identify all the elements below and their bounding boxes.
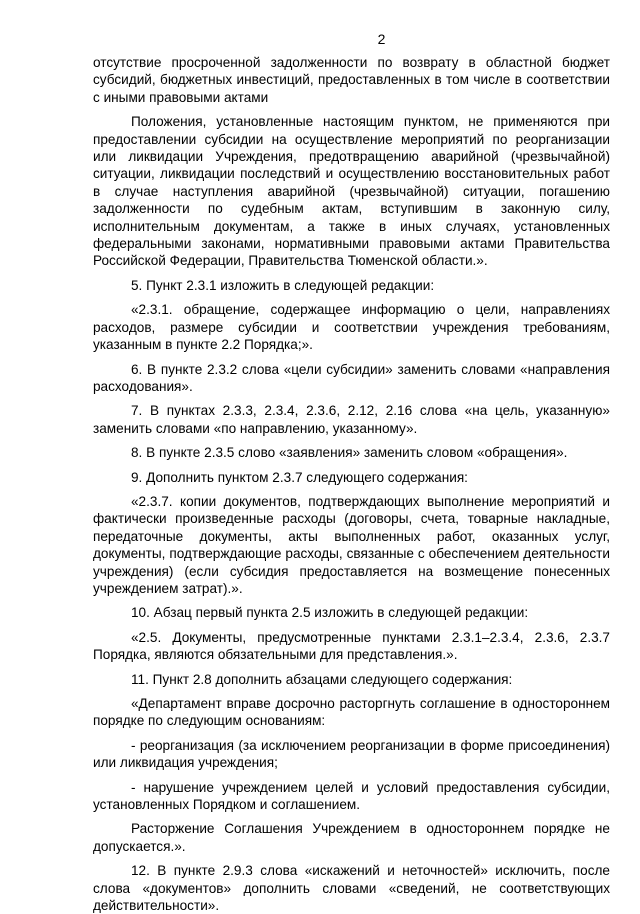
paragraph-ground-reorganization: - реорганизация (за исключением реорганизации в форме присоединения) или ликвидация учреждения; [93,737,610,771]
paragraph-item-9: 9. Дополнить пунктом 2.3.7 следующего содержания: [131,469,468,485]
paragraph-quote-department: «Департамент вправе досрочно расторгнуть соглашение в одностороннем порядке по следующим основаниям: [93,696,610,729]
paragraph-item-6: 6. В пункте 2.3.2 слова «цели субсидии» заменить словами «направления расходования». [93,361,610,394]
document-body [93,54,610,914]
paragraph-item-11: 11. Пункт 2.8 дополнить абзацами следующего содержания: [131,671,513,687]
paragraph-ground-violation: - нарушение учреждением целей и условий предоставления субсидии, установленных Порядком и соглашением. [93,779,610,813]
paragraph-item-5: 5. Пункт 2.3.1 изложить в следующей редакции: [131,277,435,293]
paragraph-continuation: отсутствие просроченной задолженности по возврату в областной бюджет субсидий, бюджетных инвестиций, предоставленных в том числе в соответствии с иными правовыми актами [93,55,610,105]
paragraph-quote-2-3-7: «2.3.7. копии документов, подтверждающих выполнение мероприятий и фактически произведенные расходы (договоры, счета, товарные накладные, передаточные документы, акты выполненных работ, оказанных услуг, документы, подтверждающие расходы, связанные с обеспечением деятельности учреждения) (если субсидия предоставляется на возмещение понесенных учреждением затрат).». [93,493,610,596]
page-number: 2 [377,31,386,47]
paragraph-item-10: 10. Абзац первый пункта 2.5 изложить в следующей редакции: [131,605,529,621]
paragraph-item-7: 7. В пунктах 2.3.3, 2.3.4, 2.3.6, 2.12, 2.16 слова «на цель, указанную» заменить словами «по направлению, указанному». [93,403,610,436]
paragraph-item-8: 8. В пункте 2.3.5 слово «заявления» заменить словом «обращения». [131,445,568,461]
paragraph-quote-2-5: «2.5. Документы, предусмотренные пунктами 2.3.1–2.3.4, 2.3.6, 2.3.7 Порядка, являются обязательными для представления.». [93,629,610,663]
paragraph-item-12: 12. В пункте 2.9.3 слова «искажений и неточностей» исключить, после слова «документов» дополнить словами «сведений, не соответствующих действительности». [93,863,610,914]
paragraph-termination: Расторжение Соглашения Учреждением в одностороннем порядке не допускается.». [93,821,610,854]
paragraph-provisions: Положения, установленные настоящим пунктом, не применяются при предоставлении субсидии на осуществление мероприятий по реорганизации или ликвидации Учреждения, предотвращению аварийной (чрезвычайной) ситуации, ликвидации последствий и осуществлению восстановительных работ в случае наступления аварийной (чрезвычайной) ситуации, погашению задолженности по судебным актам, вступившим в законную силу, исполнительным документам, а также в иных случаях, установленных федеральными законами, нормативными правовыми актами Правительства Российской Федерации, Правительства Тюменской области.». [93,114,610,269]
paragraph-quote-2-3-1: «2.3.1. обращение, содержащее информацию о цели, направлениях расходов, размере субсидии и соответствии учреждения требованиям, указанным в пункте 2.2 Порядка;». [93,302,610,353]
